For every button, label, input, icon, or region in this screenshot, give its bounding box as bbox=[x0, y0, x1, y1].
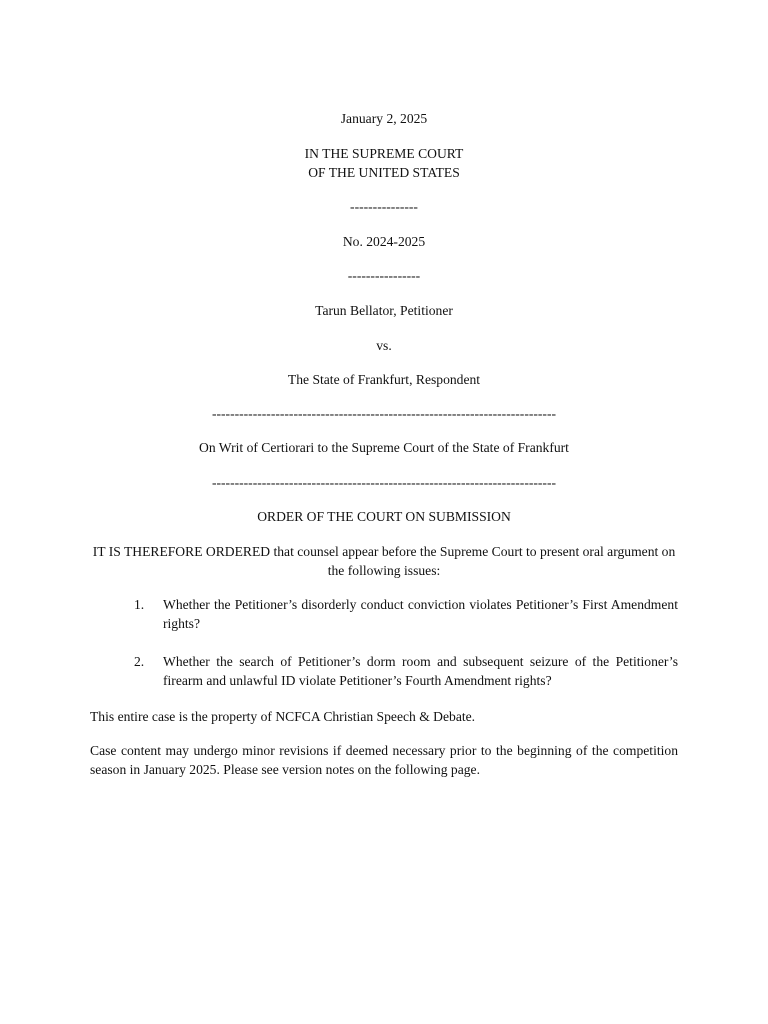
property-notice: This entire case is the property of NCFCA Christian Speech & Debate. bbox=[90, 709, 476, 724]
case-number: No. 2024-2025 bbox=[342, 234, 426, 249]
court-name-line-2: OF THE UNITED STATES bbox=[308, 165, 460, 180]
revision-notice: Case content may undergo minor revisions if deemed necessary prior to the beginning of the competition season in January 2025. Please see version notes on the following page. bbox=[90, 743, 678, 777]
issue-text-1: Whether the Petitioner’s disorderly conduct conviction violates Petitioner’s First Amendment rights? bbox=[163, 597, 678, 631]
issue-text-2: Whether the search of Petitioner’s dorm room and subsequent seizure of the Petitioner’s firearm and unlawful ID violate Petitioner’s Fourth Amendment rights? bbox=[163, 654, 678, 688]
divider-short-1: --------------- bbox=[350, 199, 418, 214]
respondent-name: The State of Frankfurt, Respondent bbox=[287, 372, 481, 387]
document-date: January 2, 2025 bbox=[340, 111, 428, 126]
petitioner-name: Tarun Bellator, Petitioner bbox=[315, 303, 453, 318]
issue-number-1: 1. bbox=[134, 597, 145, 612]
versus-label: vs. bbox=[376, 338, 392, 353]
issue-number-2: 2. bbox=[134, 654, 145, 669]
divider-long-1: ---------------------------------------------------------------------------- bbox=[211, 406, 557, 421]
divider-short-2: ---------------- bbox=[347, 268, 421, 283]
writ-description: On Writ of Certiorari to the Supreme Court of the State of Frankfurt bbox=[199, 440, 569, 455]
order-text: IT IS THEREFORE ORDERED that counsel appear before the Supreme Court to present oral argument on the following issues: bbox=[92, 544, 676, 578]
court-name-line-1: IN THE SUPREME COURT bbox=[304, 146, 464, 161]
divider-long-2: ---------------------------------------------------------------------------- bbox=[211, 475, 557, 490]
order-heading: ORDER OF THE COURT ON SUBMISSION bbox=[257, 509, 511, 524]
